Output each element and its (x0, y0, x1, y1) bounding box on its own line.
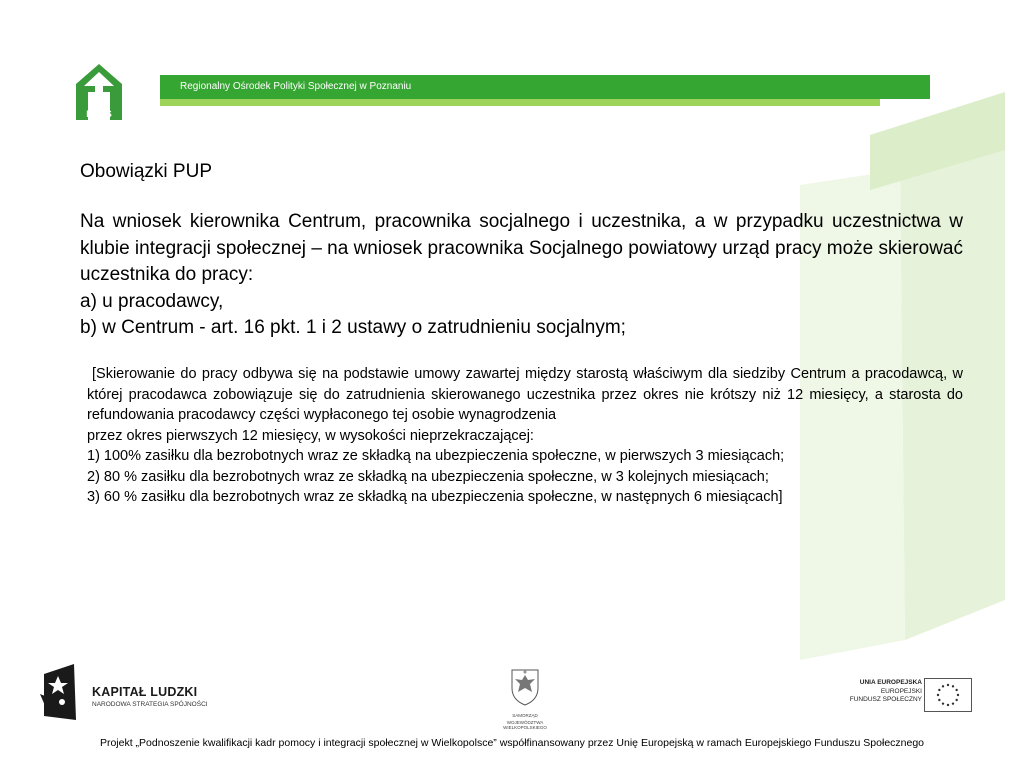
eu-star (942, 702, 944, 704)
footer-text: Projekt „Podnoszenie kwalifikacji kadr pomocy i integracji społecznej w Wielkopolsce” współfinansowany przez Unię Europejską w ramach Europejskiego Funduszu Społecznego (99, 737, 925, 749)
eu-star (955, 689, 957, 691)
slide-title: Obowiązki PUP (80, 161, 212, 182)
eagle-caption-1: SAMORZĄD (512, 713, 538, 718)
eu-star (947, 704, 949, 706)
header-bar-text: Regionalny Ośrodek Polityki Społecznej w Poznaniu (180, 81, 412, 92)
rops-logo (74, 62, 124, 122)
eu-star (952, 702, 954, 704)
eu-flag-icon (924, 678, 972, 712)
eu-star (937, 694, 939, 696)
note-item-3: 3) 60 % zasiłku dla bezrobotnych wraz ze składką na ubezpieczenia społeczne, w następnych 6 miesiącach] (87, 489, 783, 505)
kapital-ludzki-title: KAPITAŁ LUDZKI (92, 685, 198, 699)
eu-line-2: EUROPEJSKI (880, 687, 922, 695)
note-line: przez okres pierwszych 12 miesięcy, w wysokości nieprzekraczającej: (87, 427, 534, 444)
eu-stars-ring (925, 679, 971, 711)
eu-star (957, 694, 959, 696)
eagle-crest-icon (510, 668, 540, 706)
header-bar (160, 75, 930, 99)
note-block (87, 364, 963, 508)
kapital-ludzki-icon (40, 664, 88, 720)
eu-star (938, 689, 940, 691)
eu-star (955, 699, 957, 701)
eu-star (947, 684, 949, 686)
kapital-ludzki-subtitle: NARODOWA STRATEGIA SPÓJNOŚCI (92, 701, 208, 708)
eagle-caption-2: WOJEWÓDZTWA WIELKOPOLSKIEGO (503, 720, 547, 730)
list-item-b: b) w Centrum - art. 16 pkt. 1 i 2 ustawy o zatrudnieniu socjalnym; (80, 317, 626, 338)
note-item-1: 1) 100% zasiłku dla bezrobotnych wraz ze składką na ubezpieczenia społeczne, w pierwszych 3 miesiącach; (87, 448, 785, 464)
rops-logo-text: ROPS (86, 109, 112, 119)
main-paragraph: Na wniosek kierownika Centrum, pracownika socjalnego i uczestnika, a w przypadku uczestnictwa w klubie integracji społecznej – na wniosek pracownika Socjalnego powiatowy urząd pracy może skierować uczestnika do pracy: (80, 211, 963, 285)
eu-star (938, 699, 940, 701)
note-item-2: 2) 80 % zasiłku dla bezrobotnych wraz ze składką na ubezpieczenia społeczne, w 3 kolejnych miesiącach; (87, 468, 769, 485)
eu-text-block (850, 679, 922, 705)
header-underline (160, 99, 880, 106)
eu-line-1: UNIA EUROPEJSKA (859, 679, 922, 686)
wielkopolska-eagle-logo (486, 668, 564, 730)
eu-star (952, 685, 954, 687)
list-item-a: a) u pracodawcy, (80, 290, 224, 312)
note-paragraph: [Skierowanie do pracy odbywa się na podstawie umowy zawartej między starostą właściwym dla siedziby Centrum a pracodawcą, w której pracodawca zobowiązuje się do zatrudnienia skierowanego uczestnika przez okres nie krótszy niż 12 miesięcy, a starosta do refundowania pracodawcy części wypłaconego tej osobie wynagrodzenia (87, 366, 963, 423)
eu-line-3: FUNDUSZ SPOŁECZNY (849, 696, 922, 703)
main-text-block (80, 209, 963, 342)
kapital-ludzki-logo (40, 664, 260, 720)
eu-logo (840, 676, 980, 716)
eu-star (942, 685, 944, 687)
